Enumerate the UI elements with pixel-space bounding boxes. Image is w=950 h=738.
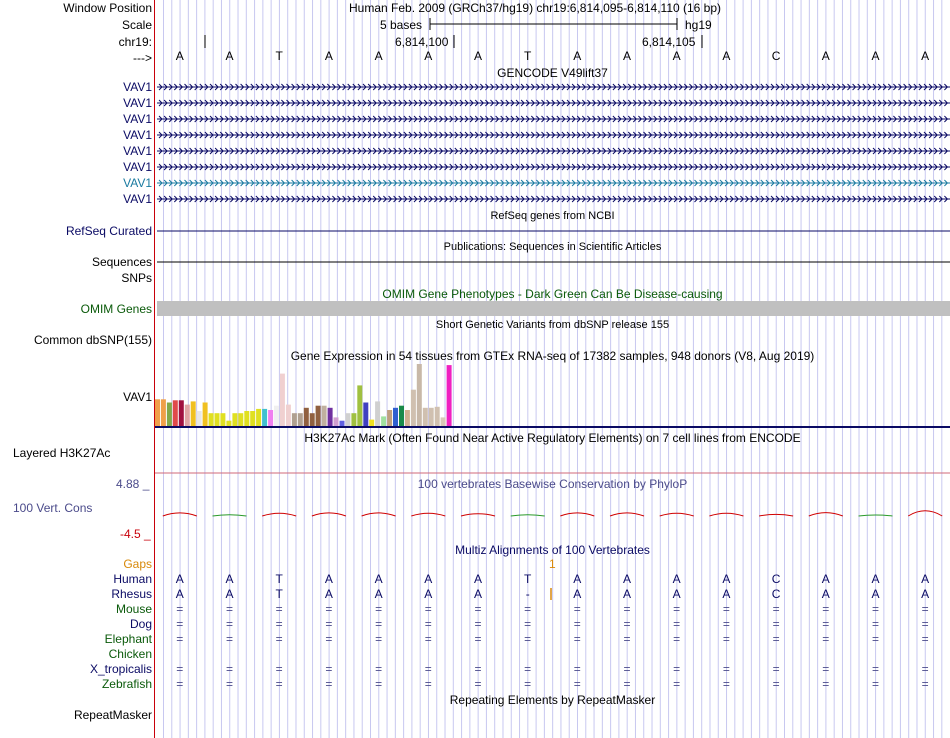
alignment-base: = xyxy=(474,677,482,691)
gap-count-marker: 1 xyxy=(549,557,556,571)
gtex-tissue-bar xyxy=(232,413,237,426)
alignment-base: = xyxy=(623,602,631,616)
alignment-base: A xyxy=(622,572,631,586)
alignment-base: - xyxy=(525,587,530,601)
alignment-base: = xyxy=(176,632,184,646)
base-letter: A xyxy=(573,49,582,63)
alignment-base: = xyxy=(573,617,581,631)
gtex-tissue-bar xyxy=(209,413,214,426)
gencode-transcript-label[interactable]: VAV1 xyxy=(123,96,152,110)
gtex-tissue-bar xyxy=(304,408,309,426)
phylop-score-mark xyxy=(908,511,942,516)
alignment-base: = xyxy=(424,677,432,691)
gtex-tissue-bar xyxy=(250,411,255,426)
alignment-base: = xyxy=(673,602,681,616)
alignment-base: = xyxy=(921,632,929,646)
alignment-base: = xyxy=(871,617,879,631)
base-letter: A xyxy=(225,49,234,63)
alignment-base: = xyxy=(673,632,681,646)
alignment-base: A xyxy=(672,587,681,601)
track-left-border xyxy=(154,0,155,738)
alignment-base: A xyxy=(622,587,631,601)
alignment-base: A xyxy=(573,587,582,601)
gtex-tissue-bar xyxy=(351,413,356,426)
phylop-track-title[interactable]: 100 vertebrates Basewise Conservation by PhyloP xyxy=(417,477,688,491)
phylop-score-mark xyxy=(262,513,296,516)
alignment-base: = xyxy=(375,662,383,676)
dbsnp-track-label[interactable]: Common dbSNP(155) xyxy=(33,333,152,347)
gtex-tissue-bar xyxy=(435,407,440,426)
alignment-base: A xyxy=(722,572,731,586)
phylop-score-mark xyxy=(461,514,495,516)
base-letter: A xyxy=(622,49,631,63)
alignment-base: = xyxy=(822,632,830,646)
gtex-tissue-bar xyxy=(215,413,220,426)
phylop-score-mark xyxy=(213,515,247,516)
phylop-track-label[interactable]: 100 Vert. Cons xyxy=(13,501,93,515)
alignment-base: = xyxy=(176,617,184,631)
alignment-base: = xyxy=(424,632,432,646)
alignment-base: = xyxy=(722,677,730,691)
gtex-tissue-bar xyxy=(292,413,297,426)
phylop-score-mark xyxy=(859,515,893,516)
alignment-base: A xyxy=(921,587,930,601)
alignment-base: = xyxy=(772,677,780,691)
phylop-max-label: 4.88 _ xyxy=(116,477,150,491)
alignment-base: = xyxy=(176,602,184,616)
alignment-base: A xyxy=(424,572,433,586)
gtex-tissue-bar xyxy=(238,413,243,426)
alignment-base: = xyxy=(822,677,830,691)
species-label[interactable]: Human xyxy=(113,572,152,586)
gtex-tissue-bar xyxy=(167,403,172,427)
alignment-base: = xyxy=(474,632,482,646)
scale-label: Scale xyxy=(121,18,152,32)
alignment-base: = xyxy=(921,662,929,676)
gaps-label[interactable]: Gaps xyxy=(123,557,152,571)
alignment-base: = xyxy=(722,632,730,646)
gtex-tissue-bar xyxy=(274,406,279,426)
gtex-track-title[interactable]: Gene Expression in 54 tissues from GTEx RNA-seq of 17382 samples, 948 donors (V8, Aug 2019) xyxy=(290,349,815,363)
alignment-base: = xyxy=(275,602,283,616)
gtex-tissue-bar xyxy=(179,400,184,426)
gencode-track-title[interactable]: GENCODE V49lift37 xyxy=(497,66,608,80)
h3k27ac-track-title[interactable]: H3K27Ac Mark (Often Found Near Active Regulatory Elements) on 7 cell lines from ENCODE xyxy=(304,431,801,445)
alignment-base: A xyxy=(225,587,234,601)
gtex-tissue-bar xyxy=(173,400,178,426)
alignment-base: = xyxy=(424,662,432,676)
gtex-gene-label[interactable]: VAV1 xyxy=(123,390,152,404)
alignment-base: = xyxy=(375,677,383,691)
alignment-base: = xyxy=(623,662,631,676)
alignment-base: A xyxy=(821,572,830,586)
gtex-tissue-bar xyxy=(280,374,285,426)
base-letter: A xyxy=(821,49,830,63)
alignment-base: = xyxy=(772,662,780,676)
base-letter: A xyxy=(921,49,930,63)
phylop-score-mark xyxy=(163,513,197,516)
alignment-base: = xyxy=(325,632,333,646)
alignment-base: = xyxy=(424,602,432,616)
species-label[interactable]: Rhesus xyxy=(111,587,152,601)
alignment-base: = xyxy=(325,662,333,676)
alignment-base: = xyxy=(325,617,333,631)
base-letter: A xyxy=(324,49,333,63)
gtex-tissue-bar xyxy=(155,399,160,426)
alignment-base: T xyxy=(275,587,283,601)
coordinate-tick-label: 6,814,100 xyxy=(395,35,449,49)
alignment-base: = xyxy=(822,662,830,676)
refseq-track-title[interactable]: RefSeq genes from NCBI xyxy=(490,210,615,222)
alignment-base: = xyxy=(524,602,532,616)
base-letter: T xyxy=(275,49,283,63)
alignment-base: = xyxy=(673,677,681,691)
alignment-base: A xyxy=(672,572,681,586)
alignment-base: = xyxy=(225,662,233,676)
alignment-base: A xyxy=(324,572,333,586)
alignment-base: = xyxy=(225,632,233,646)
alignment-base: = xyxy=(474,617,482,631)
base-letter: A xyxy=(424,49,433,63)
alignment-base: = xyxy=(921,677,929,691)
phylop-min-label: -4.5 _ xyxy=(120,527,151,541)
alignment-base: = xyxy=(524,662,532,676)
gtex-tissue-bar xyxy=(417,364,422,426)
gtex-tissue-bar xyxy=(393,408,398,426)
alignment-base: = xyxy=(275,617,283,631)
species-label[interactable]: Zebrafish xyxy=(101,677,152,691)
species-label[interactable]: X_tropicalis xyxy=(89,662,152,676)
alignment-base: A xyxy=(921,572,930,586)
gtex-tissue-bar xyxy=(226,421,231,426)
base-letter: A xyxy=(871,49,880,63)
alignment-base: = xyxy=(871,602,879,616)
repeatmasker-track-label[interactable]: RepeatMasker xyxy=(73,708,152,722)
phylop-score-mark xyxy=(660,513,694,516)
alignment-base: = xyxy=(176,677,184,691)
alignment-base: = xyxy=(474,662,482,676)
gtex-tissue-bar xyxy=(334,417,339,426)
coordinate-tick-label: 6,814,105 xyxy=(642,35,696,49)
alignment-base: C xyxy=(771,587,781,601)
publications-track-label[interactable]: Sequences xyxy=(91,255,152,269)
gtex-tissue-bar xyxy=(363,403,368,427)
gencode-transcript-label[interactable]: VAV1 xyxy=(123,176,152,190)
alignment-base: = xyxy=(573,662,581,676)
gtex-tissue-bar xyxy=(399,406,404,426)
phylop-score-mark xyxy=(511,515,545,516)
alignment-base: A xyxy=(374,572,383,586)
alignment-base: T xyxy=(275,572,283,586)
alignment-base: = xyxy=(822,617,830,631)
alignment-base: A xyxy=(722,587,731,601)
snps-track-label[interactable]: SNPs xyxy=(121,271,152,285)
base-letter: A xyxy=(175,49,184,63)
gencode-transcript-label[interactable]: VAV1 xyxy=(123,112,152,126)
repeatmasker-track-title[interactable]: Repeating Elements by RepeatMasker xyxy=(449,693,656,707)
alignment-base: = xyxy=(275,662,283,676)
species-label[interactable]: Chicken xyxy=(108,647,152,661)
multiz-track-title[interactable]: Multiz Alignments of 100 Vertebrates xyxy=(455,543,650,557)
alignment-base: A xyxy=(871,572,880,586)
gtex-tissue-bar xyxy=(447,365,452,426)
gtex-tissue-bar xyxy=(357,385,362,426)
strand-label: ---> xyxy=(133,51,152,65)
window-position-label: Window Position xyxy=(63,1,152,15)
alignment-base: = xyxy=(921,617,929,631)
alignment-base: A xyxy=(473,572,482,586)
alignment-base: = xyxy=(375,617,383,631)
gtex-tissue-bar xyxy=(286,405,291,426)
gtex-tissue-bar xyxy=(405,410,410,426)
gtex-tissue-bar xyxy=(387,410,392,426)
gtex-tissue-bar xyxy=(191,401,196,426)
alignment-base: = xyxy=(524,677,532,691)
alignment-base: = xyxy=(524,617,532,631)
alignment-base: A xyxy=(175,572,184,586)
refseq-track-label[interactable]: RefSeq Curated xyxy=(65,224,152,238)
phylop-score-mark xyxy=(411,513,445,516)
gencode-transcript-label[interactable]: VAV1 xyxy=(123,144,152,158)
phylop-score-mark xyxy=(809,513,843,516)
alignment-base: = xyxy=(325,677,333,691)
alignment-base: T xyxy=(524,572,532,586)
alignment-base: = xyxy=(573,677,581,691)
gtex-tissue-bar xyxy=(375,401,380,426)
gencode-transcript-label[interactable]: VAV1 xyxy=(123,160,152,174)
alignment-base: A xyxy=(324,587,333,601)
alignment-base: = xyxy=(325,602,333,616)
gtex-tissue-bar xyxy=(381,416,386,426)
species-label[interactable]: Dog xyxy=(129,617,152,631)
dbsnp-track-title[interactable]: Short Genetic Variants from dbSNP release 155 xyxy=(435,319,670,331)
gtex-tissue-bar xyxy=(322,406,327,426)
base-letter: A xyxy=(722,49,731,63)
base-letter: T xyxy=(524,49,532,63)
gtex-tissue-bar xyxy=(203,403,208,427)
base-letter: A xyxy=(374,49,383,63)
alignment-base: = xyxy=(524,632,532,646)
gtex-tissue-bar xyxy=(328,408,333,426)
gtex-tissue-bar xyxy=(310,413,315,426)
phylop-score-mark xyxy=(610,513,644,516)
alignment-base: A xyxy=(424,587,433,601)
scale-bases-text: 5 bases xyxy=(380,18,423,32)
omim-track-title[interactable]: OMIM Gene Phenotypes - Dark Green Can Be Disease-causing xyxy=(382,287,723,301)
alignment-base: = xyxy=(772,602,780,616)
alignment-base: = xyxy=(722,662,730,676)
gtex-tissue-bar xyxy=(441,417,446,426)
gtex-tissue-bar xyxy=(345,413,350,426)
window-position-value[interactable]: Human Feb. 2009 (GRCh37/hg19) chr19:6,814,095-6,814,110 (16 bp) xyxy=(349,1,722,15)
alignment-base: = xyxy=(722,617,730,631)
omim-track-label[interactable]: OMIM Genes xyxy=(80,302,152,316)
alignment-base: = xyxy=(225,677,233,691)
alignment-base: A xyxy=(573,572,582,586)
alignment-base: = xyxy=(722,602,730,616)
base-letter: A xyxy=(473,49,482,63)
phylop-score-mark xyxy=(312,513,346,516)
scale-assembly-text: hg19 xyxy=(685,18,712,32)
gtex-tissue-bar xyxy=(340,421,345,426)
gtex-tissue-bar xyxy=(262,409,267,426)
gtex-tissue-bar xyxy=(161,399,166,426)
alignment-base: = xyxy=(225,602,233,616)
chrom-label: chr19: xyxy=(118,35,152,49)
alignment-base: = xyxy=(772,617,780,631)
alignment-base: = xyxy=(871,662,879,676)
alignment-base: A xyxy=(473,587,482,601)
h3k27ac-track-label[interactable]: Layered H3K27Ac xyxy=(13,446,111,460)
alignment-base: A xyxy=(821,587,830,601)
alignment-base: = xyxy=(623,617,631,631)
gtex-tissue-bar xyxy=(369,420,374,426)
alignment-base: = xyxy=(474,602,482,616)
gtex-tissue-bar xyxy=(268,410,273,426)
alignment-base: = xyxy=(921,602,929,616)
gtex-tissue-bar xyxy=(316,406,321,426)
alignment-base: = xyxy=(772,632,780,646)
base-letter: C xyxy=(771,49,781,63)
species-label[interactable]: Elephant xyxy=(104,632,152,646)
gtex-tissue-bar xyxy=(220,413,225,426)
alignment-base: = xyxy=(573,632,581,646)
gtex-tissue-bar xyxy=(423,408,428,426)
alignment-base: = xyxy=(275,677,283,691)
alignment-base: = xyxy=(275,632,283,646)
omim-gene-bar xyxy=(157,301,950,316)
phylop-score-mark xyxy=(759,514,793,516)
alignment-base: = xyxy=(225,617,233,631)
gtex-tissue-bar xyxy=(197,411,202,426)
alignment-base: = xyxy=(375,632,383,646)
gtex-tissue-bar xyxy=(185,405,190,426)
alignment-base: = xyxy=(424,617,432,631)
gencode-transcript-label[interactable]: VAV1 xyxy=(123,192,152,206)
publications-track-title[interactable]: Publications: Sequences in Scientific Articles xyxy=(443,241,662,253)
phylop-score-mark xyxy=(709,513,743,516)
base-letter: A xyxy=(672,49,681,63)
alignment-base: = xyxy=(822,602,830,616)
gtex-tissue-bar xyxy=(429,408,434,426)
alignment-base: = xyxy=(623,677,631,691)
phylop-score-mark xyxy=(560,513,594,516)
phylop-score-mark xyxy=(362,513,396,516)
alignment-base: = xyxy=(176,662,184,676)
alignment-base: = xyxy=(623,632,631,646)
gtex-tissue-bar xyxy=(256,409,261,426)
alignment-base: A xyxy=(374,587,383,601)
gtex-tissue-bar xyxy=(244,411,249,426)
gencode-transcript-label[interactable]: VAV1 xyxy=(123,128,152,142)
alignment-base: = xyxy=(673,662,681,676)
alignment-base: = xyxy=(871,632,879,646)
alignment-base: = xyxy=(375,602,383,616)
gencode-transcript-label[interactable]: VAV1 xyxy=(123,80,152,94)
alignment-base: = xyxy=(573,602,581,616)
gtex-tissue-bar xyxy=(411,390,416,426)
alignment-base: A xyxy=(175,587,184,601)
alignment-base: = xyxy=(673,617,681,631)
alignment-base: = xyxy=(871,677,879,691)
alignment-base: C xyxy=(771,572,781,586)
alignment-base: A xyxy=(225,572,234,586)
alignment-base: A xyxy=(871,587,880,601)
gtex-tissue-bar xyxy=(298,413,303,426)
species-label[interactable]: Mouse xyxy=(115,602,152,616)
